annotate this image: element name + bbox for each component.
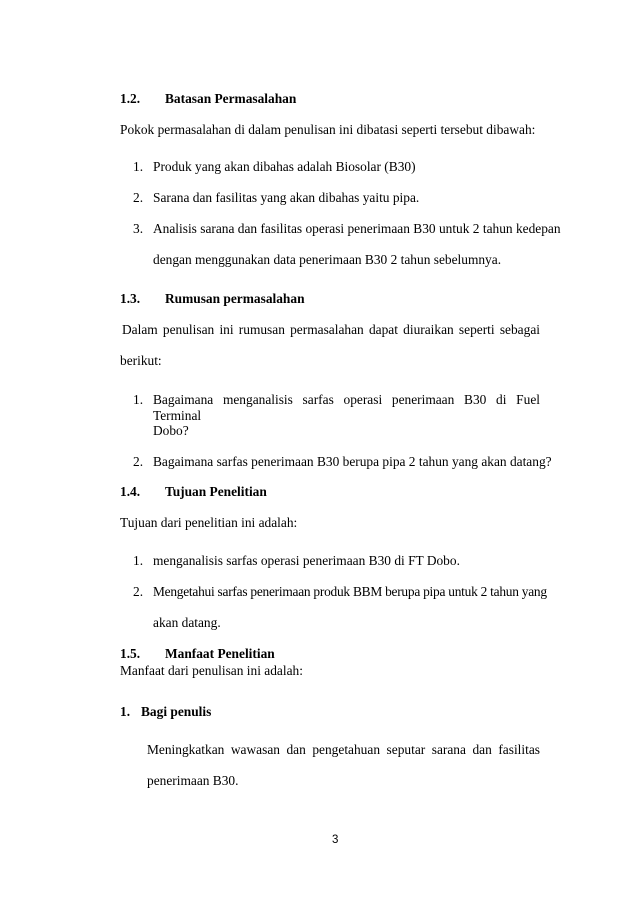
section-intro-batasan: Pokok permasalahan di dalam penulisan ini dibatasi seperti tersebut dibawah: <box>120 122 536 137</box>
list-item-text: Produk yang akan dibahas adalah Biosolar (B30) <box>153 159 416 174</box>
list-item-text: Bagaimana sarfas penerimaan B30 berupa pipa 2 tahun yang akan datang? <box>153 454 552 469</box>
page-number: 3 <box>332 834 339 846</box>
list-item-text: menganalisis sarfas operasi penerimaan B30 di FT Dobo. <box>153 553 460 568</box>
section-intro-rumusan-cont: berikut: <box>120 353 162 368</box>
list-item-text-cont: akan datang. <box>153 615 221 630</box>
list-number: 2. <box>133 454 144 469</box>
section-title-tujuan: Tujuan Penelitian <box>165 484 267 499</box>
section-number-1-5: 1.5. <box>120 646 141 661</box>
paragraph-line-cont: penerimaan B30. <box>147 773 239 788</box>
list-item-text-cont: Dobo? <box>153 423 189 438</box>
sub-number: 1. <box>120 704 131 719</box>
section-number-1-2: 1.2. <box>120 91 141 106</box>
section-title-batasan: Batasan Permasalahan <box>165 91 297 106</box>
section-title-manfaat: Manfaat Penelitian <box>165 646 275 661</box>
section-title-rumusan: Rumusan permasalahan <box>165 291 305 306</box>
paragraph-line: Meningkatkan wawasan dan pengetahuan seputar sarana dan fasilitas <box>147 742 540 757</box>
list-item-text: Bagaimana menganalisis sarfas operasi penerimaan B30 di Fuel Terminal <box>153 392 540 423</box>
section-number-1-3: 1.3. <box>120 291 141 306</box>
list-item-text: Sarana dan fasilitas yang akan dibahas yaitu pipa. <box>153 190 420 205</box>
list-item-text: Mengetahui sarfas penerimaan produk BBM berupa pipa untuk 2 tahun yang <box>153 584 547 599</box>
list-number: 1. <box>133 392 144 407</box>
list-number: 1. <box>133 159 144 174</box>
section-intro-tujuan: Tujuan dari penelitian ini adalah: <box>120 515 298 530</box>
list-item-text-cont: dengan menggunakan data penerimaan B30 2 tahun sebelumnya. <box>153 252 502 267</box>
section-intro-rumusan: Dalam penulisan ini rumusan permasalahan dapat diuraikan seperti sebagai <box>122 322 540 337</box>
list-number: 1. <box>133 553 144 568</box>
list-number: 2. <box>133 584 144 599</box>
section-number-1-4: 1.4. <box>120 484 141 499</box>
sub-title-bagi-penulis: Bagi penulis <box>141 704 212 719</box>
section-intro-manfaat: Manfaat dari penulisan ini adalah: <box>120 663 303 678</box>
list-number: 3. <box>133 221 144 236</box>
list-item-text: Analisis sarana dan fasilitas operasi penerimaan B30 untuk 2 tahun kedepan <box>153 221 561 236</box>
list-number: 2. <box>133 190 144 205</box>
